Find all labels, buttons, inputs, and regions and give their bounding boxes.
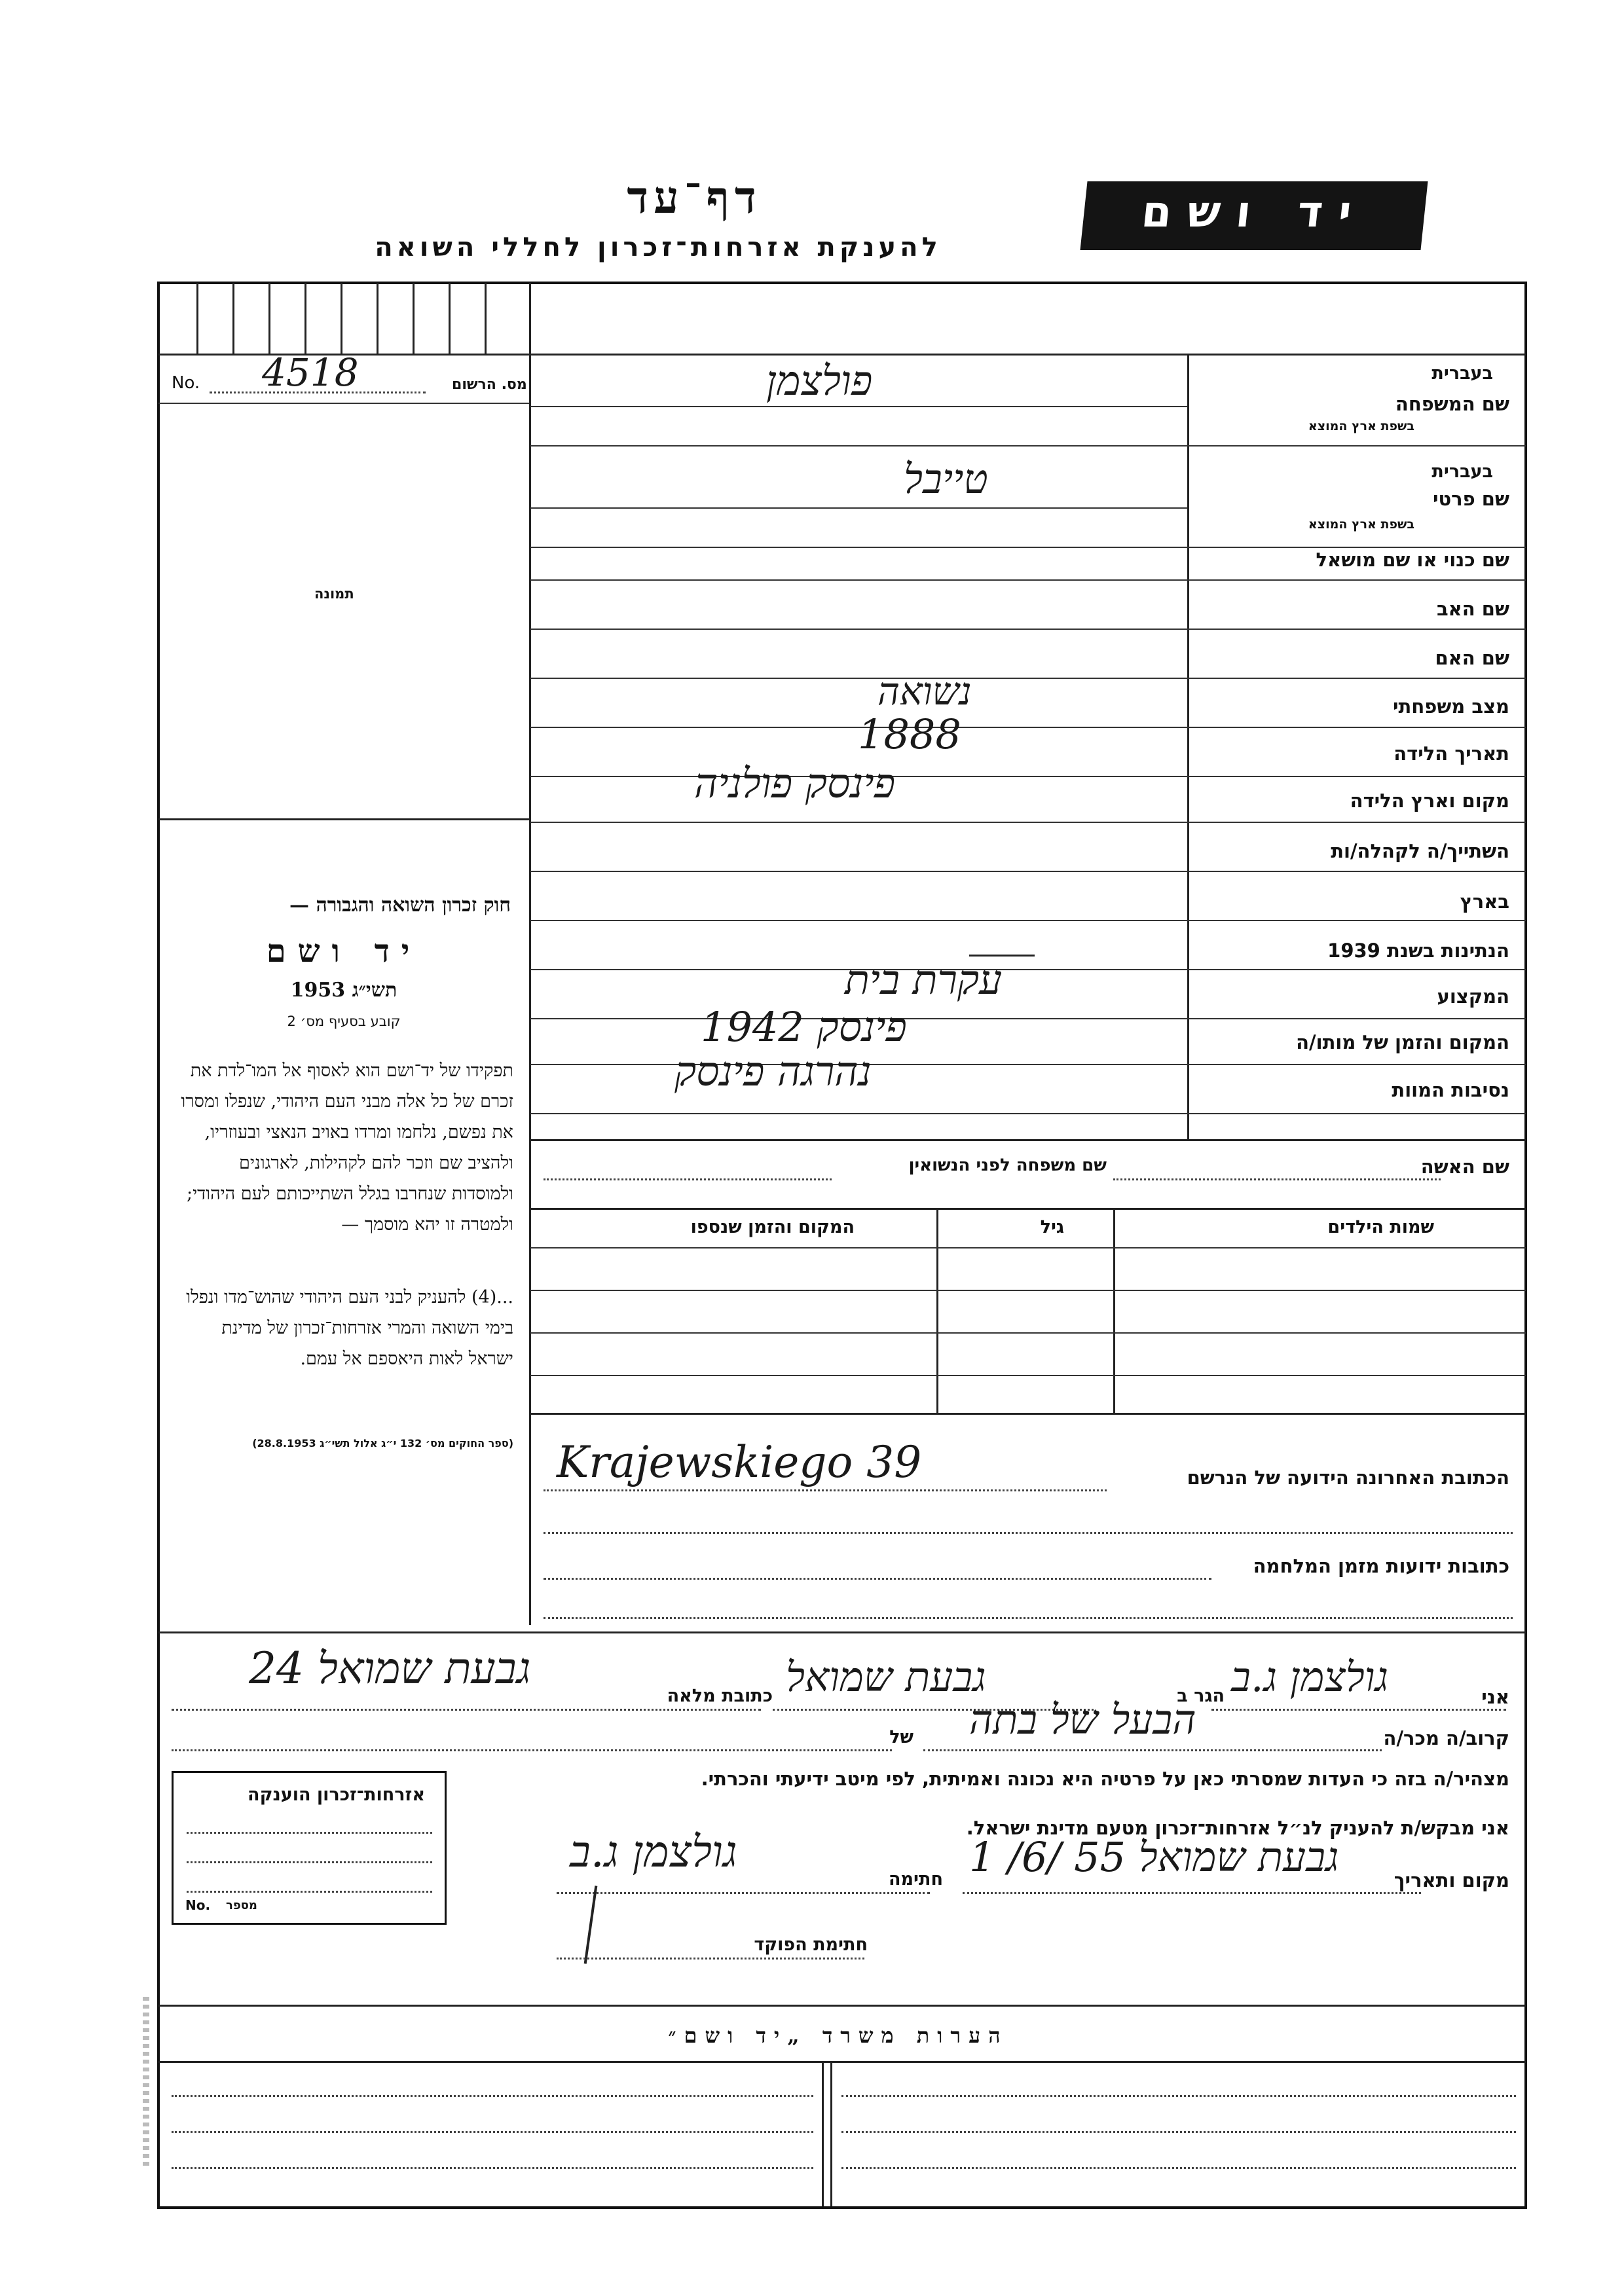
mother-name-label: שם האם xyxy=(1435,647,1509,669)
war-addresses-label: כתובות ידועות מזמן המלחמה xyxy=(1253,1555,1509,1577)
hebrew-label-2: בעברית xyxy=(1431,462,1493,482)
profession-label: המקצוע xyxy=(1437,985,1509,1008)
marital-status-value: נשואה xyxy=(877,669,972,714)
maiden-name-label: שם משפחה לפני הנשואין xyxy=(908,1156,1107,1175)
divider-left-column xyxy=(529,283,531,1625)
signature-value: גולצמן ג.ב xyxy=(570,1827,737,1877)
grid-top-line xyxy=(158,354,1526,355)
statement-1: מצהיר/ה בזה כי העדות שמסרתי כאן על פרטיה היא נכונה ואמיתית, לפי מיטב ידיעתי והכרתי. xyxy=(701,1768,1509,1790)
place-date-label: מקום ותאריך xyxy=(1393,1869,1509,1891)
birth-place-label: מקום וארץ הלידה xyxy=(1350,790,1509,812)
father-name-label: שם האב xyxy=(1436,598,1509,620)
granted-box-number-label: מספר xyxy=(226,1899,257,1912)
granted-box-title: אזרחות־זכרון הוענקה xyxy=(248,1785,425,1805)
granted-box xyxy=(172,1771,447,1925)
signature-label: חתימה xyxy=(888,1869,943,1889)
logo-text: יד ושם xyxy=(1139,187,1370,237)
last-address-label: הכתובת האחרונה הידועה של הנרשם xyxy=(1187,1467,1509,1489)
registration-no-value: 4518 xyxy=(262,350,359,395)
wife-name-label: שם האשה xyxy=(1420,1156,1509,1178)
of-label: של xyxy=(889,1727,913,1747)
children-table xyxy=(530,1208,1526,1414)
address-label: כתובת מלאה xyxy=(667,1686,773,1706)
divider-label-column xyxy=(1187,354,1189,1139)
scan-edge xyxy=(143,1997,149,2167)
origin-lang-label: בשפת ארץ המוצא xyxy=(1308,419,1414,433)
relative-value: הבעל של בתה xyxy=(969,1696,1196,1743)
office-notes-title: הערות משרד „יד ושם״ xyxy=(668,2023,1008,2048)
death-circumstances-label: נסיבות המוות xyxy=(1392,1079,1509,1101)
law-text-1: תפקידו של יד־ושם הוא לאסוף אל המו־לדת את זכרם של כל אלה מבני העם היהודי, שנפלו ומסרו את נפשם, נלחמו ומרדו באויב הנאצי ובעוזריו, ולהציב שם וזכר להם לקהילות, לארגונים ולמוסדות שנחרבו בגלל השתייכותם לעם היהודי; ולמטרה זו יהא מוסמך — xyxy=(181,1061,513,1235)
law-year: תשי״ג 1953 xyxy=(290,979,397,1002)
birth-date-label: תאריך הלידה xyxy=(1393,742,1509,765)
divider-left-column-mid xyxy=(158,818,529,820)
law-name: יד ושם xyxy=(266,933,422,970)
citizenship-label: הנתינות בשנת 1939 xyxy=(1327,939,1509,962)
registration-no-label: No. xyxy=(172,373,200,393)
statement-2: אני מבקש/ת להעניק לנ״ל אזרחות־זכרון מטעם מדינת ישראל. xyxy=(966,1817,1509,1839)
form-title: דף־עד xyxy=(627,172,762,224)
birth-date-value: 1888 xyxy=(858,710,961,758)
declarant-value: גולצמן ג.ב xyxy=(1231,1653,1389,1701)
registration-label: מס. הרשום xyxy=(452,376,527,393)
relative-label: קרוב/ה מכר/ה xyxy=(1383,1727,1509,1749)
marital-status-label: מצב משפחתי xyxy=(1392,695,1509,718)
origin-lang-label-2: בשפת ארץ המוצא xyxy=(1308,517,1414,532)
yad-vashem-logo xyxy=(1080,181,1428,250)
declarant-label: אני xyxy=(1481,1686,1509,1708)
first-name-label: שם פרטי xyxy=(1432,488,1509,510)
first-name-value: טייבל xyxy=(904,455,988,503)
law-clause: קובע בסעיף מס׳ 2 xyxy=(287,1013,401,1029)
family-name-label: שם המשפחה xyxy=(1395,393,1509,415)
country-label: בארץ xyxy=(1460,890,1509,913)
resides-label: הגר ב xyxy=(1177,1686,1225,1706)
profession-value: עקרת בית xyxy=(845,956,1003,1004)
death-circumstances-value: נהרגה פינסק xyxy=(674,1048,872,1095)
law-citation: (ספר החוקים מס׳ 132 י״ג אלול תשי״ג 28.8.1953) xyxy=(252,1437,513,1449)
address-value: גבעת שמואל 24 xyxy=(249,1643,531,1694)
last-address-value: Krajewskiego 39 xyxy=(557,1437,922,1487)
resides-value: גבעת שמואל xyxy=(786,1653,986,1701)
children-col-age: גיל xyxy=(1040,1217,1064,1237)
photo-label: תמונה xyxy=(314,586,354,602)
place-date-value: גבעת שמואל 55 /6/ 1 xyxy=(969,1833,1339,1881)
death-place-value: פינסק 1942 xyxy=(701,1003,907,1051)
children-col-names: שמות הילדים xyxy=(1327,1217,1434,1237)
form-subtitle: להענקת אזרחות־זכרון לחללי השואה xyxy=(375,232,942,263)
community-label: השתייך/ה לקהלה/ות xyxy=(1331,840,1509,862)
hebrew-label: בעברית xyxy=(1431,363,1493,384)
granted-box-no-label: No. xyxy=(185,1897,211,1913)
family-name-value: פולצמן xyxy=(766,357,873,405)
law-title: חוק זכרון השואה והגבורה — xyxy=(289,894,511,917)
officer-signature-label: חתימת הפוקד xyxy=(754,1935,868,1955)
nickname-label: שם כנוי או שם מושאל xyxy=(1316,549,1509,571)
death-place-label: המקום והזמן של מותו/ה xyxy=(1296,1031,1509,1053)
birth-place-value: פינסק פולניה xyxy=(694,759,896,807)
law-text-2: ...(4) להעניק לבני העם היהודי שהוש־מדו ונפלו בימי השואה והמרי אזרחות־זכרון של מדינת ישראל לאות היאספם אל עמם. xyxy=(186,1287,513,1369)
children-col-place: המקום והזמן שנספו xyxy=(690,1217,855,1237)
